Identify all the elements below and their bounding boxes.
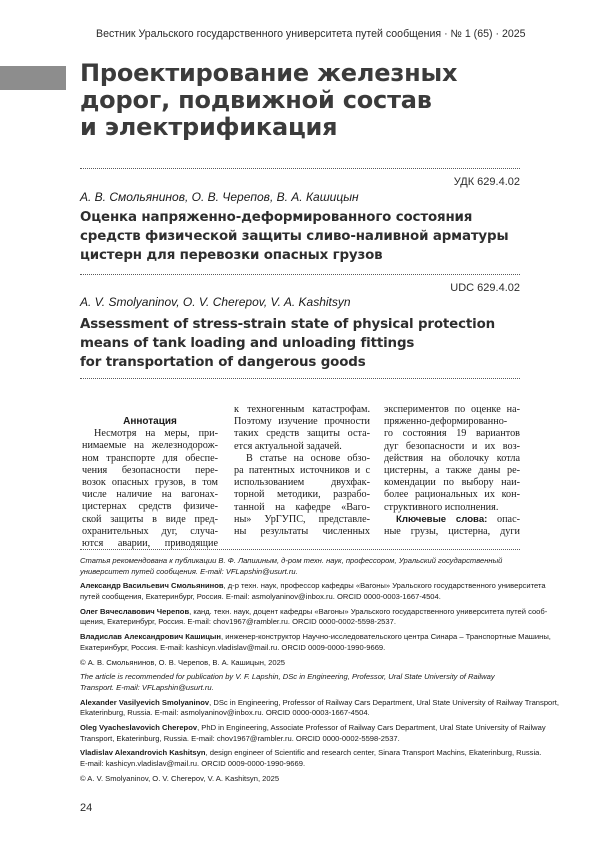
title-line: средств физической защиты сливо-наливной арматуры [80, 229, 509, 244]
author-name: Владислав Александрович Кашицын [80, 632, 221, 642]
recommendation-note-en [80, 672, 522, 693]
abstract-line: более рациональных их кон- [384, 489, 520, 501]
footnote-line: щения, Екатеринбург, Россия. E-mail: chov1967@rambler.ru. ORCID 0000-0002-5598-2537. [80, 617, 396, 627]
abstract-line: В статье на основе обзо- [246, 452, 370, 464]
article-title-ru [80, 208, 535, 265]
abstract-line: торной методики, разрабо- [234, 489, 370, 501]
author-affiliation: , PhD in Engineering, Associate Professor of Railway Cars Department, Ural State University of Railway [197, 723, 546, 733]
abstract-line: использованием двухфак- [234, 477, 370, 489]
abstract-line: цистернах средств физиче- [82, 501, 218, 513]
recommendation-note-ru [80, 556, 522, 577]
abstract-line: чения безопасности пере- [82, 464, 218, 476]
abstract-line: ра патентных источников и с [234, 465, 370, 477]
footnote-line: Екатеринбург, Россия. E-mail: kashicyn.vladislav@mail.ru. ORCID 0009-0000-1990-9669. [80, 642, 386, 652]
section-title-line: и электрификация [80, 113, 338, 141]
title-line: for transportation of dangerous goods [80, 355, 366, 370]
abstract-line: охранительных дуг, случа- [82, 525, 218, 537]
footnote-line: Ekaterinburg, Russia. E-mail: asmolyaninov@inbox.ru. ORCID 0000-0003-1667-4504. [80, 708, 370, 718]
abstract-column-2 [234, 404, 370, 538]
author-name: Oleg Vyacheslavovich Cherepov [80, 723, 198, 733]
abstract-line: го состояния 19 вариантов [384, 428, 520, 440]
section-title [80, 60, 540, 141]
abstract-line: комендации по выбору наи- [384, 477, 520, 489]
abstract-line: экспериментов по оценке на- [384, 404, 520, 415]
abstract-column-3 [384, 404, 520, 538]
author-info-ru-2 [80, 606, 548, 628]
keywords-text: опас- [497, 513, 520, 525]
abstract-line: ны» УрГУПС, представле- [234, 513, 370, 525]
footnotes [80, 556, 560, 789]
author-name: Vladislav Alexandrovich Kashitsyn [80, 748, 206, 758]
abstract-line: числе наличие на вагонах- [82, 489, 218, 501]
footnote-line: путей сообщения, Екатеринбург, Россия. E-mail: asmolyaninov@inbox.ru. ORCID 0000-0003-1667-4504. [80, 591, 441, 601]
authors-en: A. V. Smolyaninov, O. V. Cherepov, V. A. Kashitsyn [80, 295, 351, 309]
udc-en: UDC 629.4.02 [450, 282, 520, 294]
author-affiliation: , д-р техн. наук, профессор кафедры «Вагоны» Уральского государственного университета [223, 581, 546, 591]
title-line: Assessment of stress-strain state of physical protection [80, 317, 496, 332]
title-line: Оценка напряженно-деформированного состояния [80, 210, 473, 225]
footnote-line [80, 606, 548, 618]
title-line: цистерн для перевозки опасных грузов [80, 248, 383, 263]
author-info-en-1 [80, 697, 560, 719]
abstract-line: к техногенным катастрофам. [234, 404, 370, 415]
abstract-line: ской защиты в виде пред- [82, 513, 218, 525]
author-affiliation: , DSc in Engineering, Professor of Railway Cars Department, Ural State University of Railway Transport, [209, 697, 560, 707]
copyright-ru: © А. В. Смольянинов, О. В. Черепов, В. А. Кашицын, 2025 [80, 657, 286, 667]
footnote-line [80, 697, 560, 709]
author-info-en-2 [80, 723, 546, 744]
udk-ru: УДК 629.4.02 [453, 176, 520, 188]
title-line: means of tank loading and unloading fittings [80, 336, 415, 351]
abstract-line: структивного исполнения. [384, 501, 499, 513]
abstract-line: пряженно-деформированно- [384, 416, 508, 428]
abstract-line: танной на кафедре «Ваго- [234, 501, 370, 513]
page-number: 24 [80, 802, 93, 814]
abstract-line: таких средств защиты оста- [234, 428, 370, 440]
abstract-line: Поэтому изучение прочности [234, 416, 370, 428]
dotted-divider [80, 549, 520, 550]
abstract-line: ется актуальной задачей. [234, 440, 342, 452]
abstract-line: возок опасных грузов, в том [82, 477, 218, 489]
footnote-line: The article is recommended for publication by V. F. Lapshin, DSc in Engineering, Professor, Ural State University of Railway [80, 672, 495, 682]
dotted-divider [80, 274, 520, 275]
keywords-heading: Ключевые слова: [396, 513, 488, 525]
author-affiliation: , инженер-конструктор Научно-исследовательского центра Синара – Транспортные Машины, [220, 632, 551, 642]
footnote-line [80, 723, 546, 734]
abstract-line: нимаемые на железнодорож- [82, 440, 218, 452]
section-title-line: Проектирование железных [80, 59, 458, 87]
section-title-line: дорог, подвижной состав [80, 86, 432, 114]
abstract-line: цистерны, а также даны ре- [384, 465, 520, 477]
author-info-en-3 [80, 748, 542, 769]
section-marker-band [0, 66, 66, 90]
article-title-en [80, 315, 535, 372]
abstract-line: ном транспорте для обеспе- [82, 452, 218, 464]
abstract-line: Несмотря на меры, при- [94, 428, 218, 440]
author-info-ru-1 [80, 581, 546, 602]
abstract-heading: Аннотация [123, 416, 177, 427]
dotted-divider [80, 378, 520, 379]
copyright-en: © A. V. Smolyaninov, O. V. Cherepov, V. A. Kashitsyn, 2025 [80, 773, 280, 783]
footnote-line [80, 748, 542, 759]
journal-header: Вестник Уральского государственного университета путей сообщения · № 1 (65) · 2025 [96, 28, 526, 40]
abstract-line: ются аварии, приводящие [82, 538, 218, 550]
abstract-column-1 [82, 416, 218, 550]
author-name: Alexander Vasilyevich Smolyaninov [80, 697, 210, 707]
footnote-line: университет путей сообщения. E-mail: VFLapshin@usurt.ru. [80, 566, 298, 576]
abstract-line: дуг безопасности и их воз- [384, 440, 520, 452]
author-name: Александр Васильевич Смольянинов [80, 581, 224, 591]
author-affiliation: , канд. техн. наук, доцент кафедры «Вагоны» Уральского государственного университета путей сооб- [189, 606, 548, 616]
keywords-line: ные грузы, цистерна, дуги [384, 526, 520, 538]
author-affiliation: , design engineer of Scientific and research center, Sinara Transport Machins, Ekaterinburg, Russia. [205, 748, 542, 758]
footnote-line: Transport, Ekaterinburg, Russia. E-mail: chov1967@rambler.ru. ORCID 0000-0002-5598-2537. [80, 733, 400, 743]
abstract-line: ны результаты численных [234, 526, 370, 538]
author-info-ru-3 [80, 632, 551, 653]
dotted-divider [80, 168, 520, 169]
footnote-line: Статья рекомендована к публикации В. Ф. Лапшиным, д-ром техн. наук, профессором, Уральский государственный [80, 556, 503, 565]
abstract-line: действия на оболочку котла [384, 452, 520, 464]
footnote-line [80, 632, 551, 643]
authors-ru: А. В. Смольянинов, О. В. Черепов, В. А. Кашицын [80, 190, 359, 204]
footnote-line: E-mail: kashicyn.vladislav@mail.ru. ORCID 0009-0000-1990-9669. [80, 759, 306, 768]
footnote-line: Transport. E-mail: VFLapshin@usurt.ru. [80, 682, 214, 692]
keywords-line [384, 514, 520, 526]
footnote-line [80, 581, 546, 592]
author-name: Олег Вячеславович Черепов [80, 606, 190, 616]
